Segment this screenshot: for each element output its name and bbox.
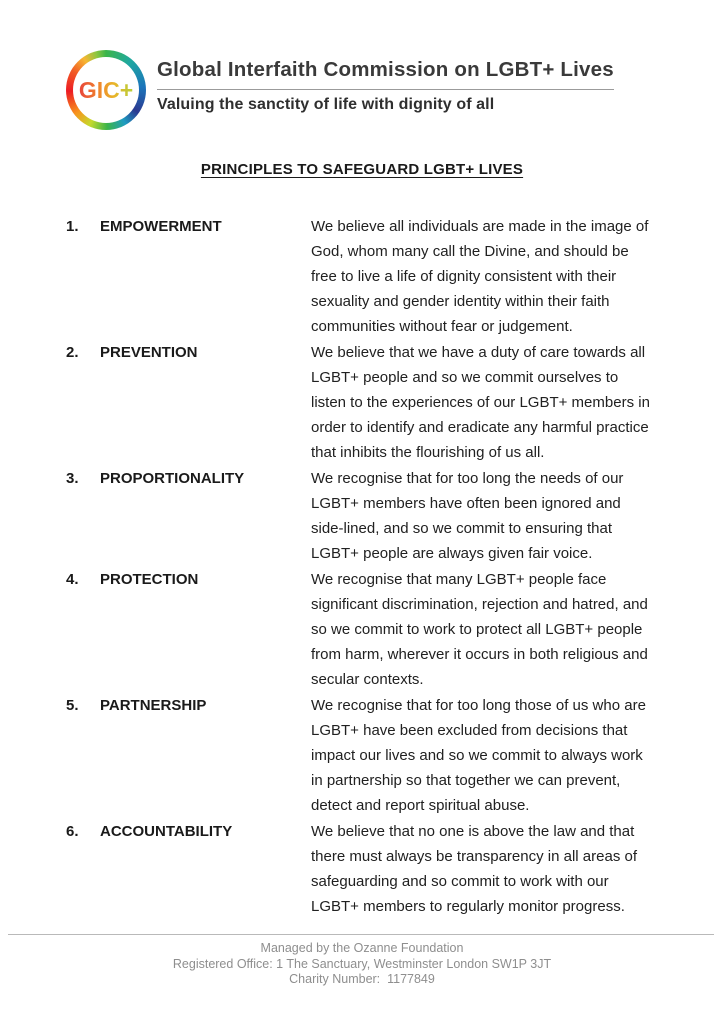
principle-name: PROTECTION [100, 571, 199, 588]
principle-description: We recognise that for too long those of us who are LGBT+ have been excluded from decisions that impact our lives and so we commit to always work in partnership so that together we can prevent, detect and report spiritual abuse. [311, 697, 646, 814]
principle-name: EMPOWERMENT [100, 218, 222, 235]
org-subtitle: Valuing the sanctity of life with dignity of all [157, 96, 495, 113]
gic-logo [73, 57, 139, 123]
principle-row-accountability [66, 819, 650, 919]
principle-number: 1. [66, 218, 79, 235]
footer-charity-number: Charity Number: 1177849 [289, 972, 435, 986]
principles-list [66, 214, 650, 919]
principle-description: We believe that we have a duty of care towards all LGBT+ people and so we commit ourselves to listen to the experiences of our LGBT+ members in order to identify and eradicate any harmful practice that inhibits the flourishing of us all. [311, 344, 650, 461]
principle-name: PARTNERSHIP [100, 697, 207, 714]
gic-rainbow-ring-icon [66, 50, 146, 130]
principle-row-prevention [66, 340, 650, 465]
principle-name: ACCOUNTABILITY [100, 823, 233, 840]
principle-row-partnership [66, 693, 650, 818]
principle-row-proportionality [66, 466, 650, 566]
principle-number: 3. [66, 470, 79, 487]
principle-row-empowerment [66, 214, 650, 339]
header [0, 0, 724, 130]
footer-divider [8, 934, 714, 935]
footer [0, 941, 724, 988]
principle-name: PROPORTIONALITY [100, 470, 245, 487]
principle-name: PREVENTION [100, 344, 198, 361]
principle-number: 2. [66, 344, 79, 361]
principle-description: We believe all individuals are made in the image of God, whom many call the Divine, and should be free to live a life of dignity consistent with their sexuality and gender identity within their faith communities without fear or judgement. [311, 218, 649, 335]
header-title-block [157, 50, 614, 114]
principle-description: We recognise that many LGBT+ people face significant discrimination, rejection and hatred, and so we commit to work to protect all LGBT+ people from harm, wherever it occurs in both religious and secular contexts. [311, 571, 648, 688]
principle-number: 5. [66, 697, 79, 714]
principle-row-protection [66, 567, 650, 692]
footer-registered-office: Registered Office: 1 The Sanctuary, Westminster London SW1P 3JT [172, 956, 552, 971]
org-title: Global Interfaith Commission on LGBT+ Lives [157, 58, 614, 81]
title-divider [157, 89, 614, 90]
principle-description: We recognise that for too long the needs of our LGBT+ members have often been ignored and side-lined, and so we commit to ensuring that LGBT+ people are always given fair voice. [311, 470, 624, 562]
principle-number: 4. [66, 571, 79, 588]
gic-logo-text: GIC+ [78, 76, 134, 103]
section-title: PRINCIPLES TO SAFEGUARD LGBT+ LIVES [200, 161, 524, 178]
footer-managed-by: Managed by the Ozanne Foundation [260, 941, 464, 955]
principle-number: 6. [66, 823, 79, 840]
principle-description: We believe that no one is above the law and that there must always be transparency in all areas of safeguarding and so commit to work with our LGBT+ members to regularly monitor progress. [311, 823, 637, 915]
